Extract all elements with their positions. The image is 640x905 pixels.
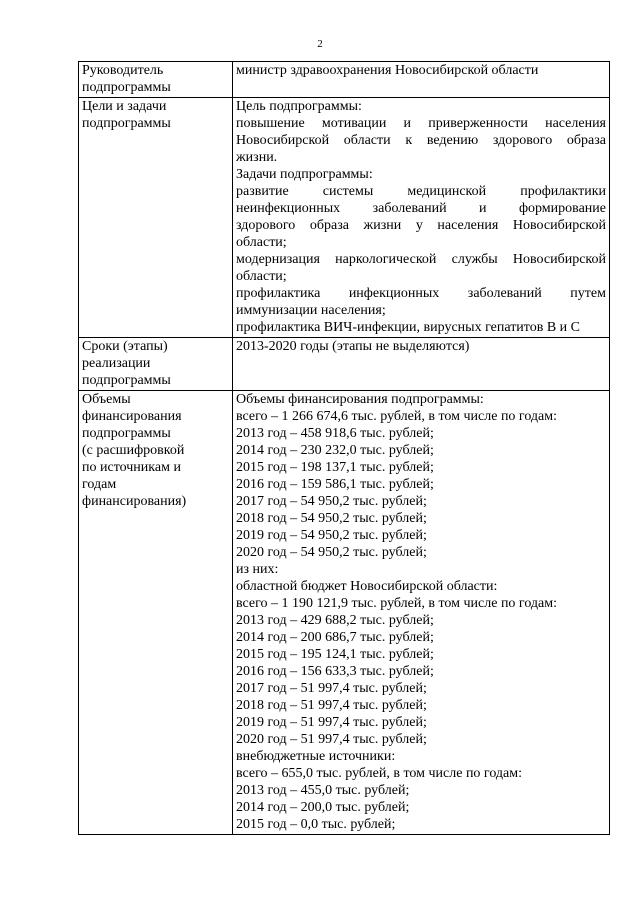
- value-line: 2014 год – 230 232,0 тыс. рублей;: [236, 443, 434, 458]
- value-line: 2016 год – 159 586,1 тыс. рублей;: [236, 477, 434, 492]
- label-line: подпрограммы: [82, 80, 171, 95]
- label-line: подпрограммы: [82, 116, 171, 131]
- value-line: 2018 год – 51 997,4 тыс. рублей;: [236, 698, 427, 713]
- value-line: 2017 год – 51 997,4 тыс. рублей;: [236, 681, 427, 696]
- label-line: (с расшифровкой: [82, 443, 185, 458]
- table-row: [79, 98, 610, 338]
- value-line: области;: [236, 235, 287, 250]
- row-label: [79, 62, 233, 98]
- label-line: реализации: [82, 356, 151, 371]
- value-line: модернизация наркологической службы Новосибирской: [236, 252, 606, 267]
- label-line: подпрограммы: [82, 373, 171, 388]
- value-line: иммунизации населения;: [236, 303, 386, 318]
- row-value: [233, 391, 610, 835]
- value-line: 2013-2020 годы (этапы не выделяются): [236, 339, 470, 354]
- value-line: областной бюджет Новосибирской области:: [236, 579, 498, 594]
- value-line: 2019 год – 54 950,2 тыс. рублей;: [236, 528, 427, 543]
- row-label: [79, 98, 233, 338]
- value-line: 2015 год – 195 124,1 тыс. рублей;: [236, 647, 434, 662]
- label-line: финансирования: [82, 409, 182, 424]
- row-value: [233, 338, 610, 391]
- label-line: подпрограммы: [82, 426, 171, 441]
- table-row: [79, 391, 610, 835]
- value-line: 2016 год – 156 633,3 тыс. рублей;: [236, 664, 434, 679]
- row-value: [233, 62, 610, 98]
- subprogram-passport-table: [78, 61, 610, 835]
- label-line: финансирования): [82, 494, 187, 509]
- value-line: 2013 год – 455,0 тыс. рублей;: [236, 783, 410, 798]
- row-value: [233, 98, 610, 338]
- value-line: всего – 1 190 121,9 тыс. рублей, в том числе по годам:: [236, 596, 558, 611]
- value-line: жизни.: [236, 150, 278, 165]
- row-label: [79, 338, 233, 391]
- value-line: 2020 год – 51 997,4 тыс. рублей;: [236, 732, 427, 747]
- value-line: из них:: [236, 562, 279, 577]
- value-line: всего – 655,0 тыс. рублей, в том числе по годам:: [236, 766, 523, 781]
- table-row: [79, 62, 610, 98]
- value-line: Объемы финансирования подпрограммы:: [236, 392, 484, 407]
- value-line: Задачи подпрограммы:: [236, 167, 373, 182]
- value-line: всего – 1 266 674,6 тыс. рублей, в том числе по годам:: [236, 409, 558, 424]
- label-line: годам: [82, 477, 117, 492]
- value-line: 2015 год – 0,0 тыс. рублей;: [236, 817, 396, 832]
- value-line: 2020 год – 54 950,2 тыс. рублей;: [236, 545, 427, 560]
- value-line: внебюджетные источники:: [236, 749, 396, 764]
- value-line: профилактика ВИЧ-инфекции, вирусных гепатитов В и С: [236, 320, 581, 335]
- value-line: 2014 год – 200 686,7 тыс. рублей;: [236, 630, 434, 645]
- row-label: [79, 391, 233, 835]
- value-line: 2015 год – 198 137,1 тыс. рублей;: [236, 460, 434, 475]
- value-line: области;: [236, 269, 287, 284]
- value-line: Цель подпрограммы:: [236, 99, 362, 114]
- label-line: по источникам и: [82, 460, 181, 475]
- value-line: министр здравоохранения Новосибирской области: [236, 63, 539, 78]
- value-line: неинфекционных заболеваний и формирование: [236, 201, 606, 216]
- value-line: 2014 год – 200,0 тыс. рублей;: [236, 800, 410, 815]
- label-line: Сроки (этапы): [82, 339, 168, 354]
- value-line: профилактика инфекционных заболеваний путем: [236, 286, 606, 301]
- value-line: 2019 год – 51 997,4 тыс. рублей;: [236, 715, 427, 730]
- value-line: развитие системы медицинской профилактики: [236, 184, 606, 199]
- page-number: 2: [317, 38, 323, 50]
- label-line: Объемы: [82, 392, 131, 407]
- label-line: Руководитель: [82, 63, 164, 78]
- label-line: Цели и задачи: [82, 99, 167, 114]
- value-line: 2017 год – 54 950,2 тыс. рублей;: [236, 494, 427, 509]
- table-row: [79, 338, 610, 391]
- value-line: Новосибирской области к ведению здорового образа: [236, 133, 606, 148]
- value-line: 2018 год – 54 950,2 тыс. рублей;: [236, 511, 427, 526]
- value-line: повышение мотивации и приверженности населения: [236, 116, 606, 131]
- value-line: 2013 год – 458 918,6 тыс. рублей;: [236, 426, 434, 441]
- value-line: 2013 год – 429 688,2 тыс. рублей;: [236, 613, 434, 628]
- value-line: здорового образа жизни у населения Новосибирской: [236, 218, 606, 233]
